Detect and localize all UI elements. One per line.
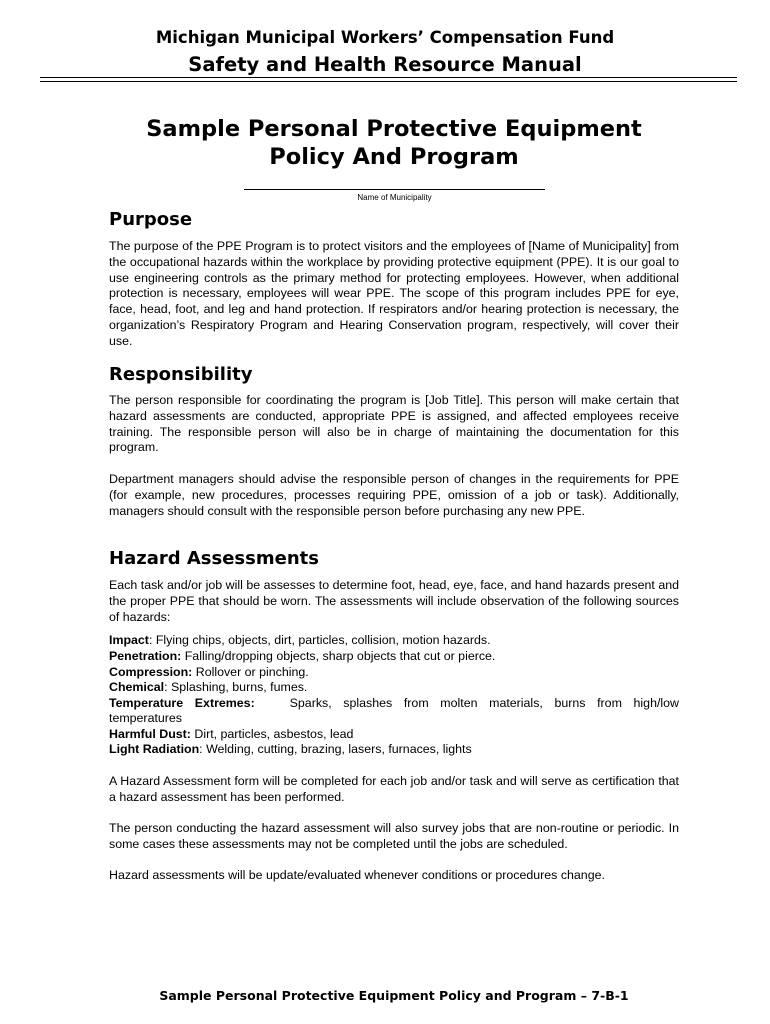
title-line-1: Sample Personal Protective Equipment (146, 116, 642, 142)
hazard-separator: : (148, 633, 153, 647)
hazard-description: Sparks, splashes from molten materials, burns from high/low (289, 696, 679, 710)
hazard-description: temperatures (109, 711, 183, 725)
hazard-source-temperature (109, 696, 679, 712)
organization-header: Michigan Municipal Workers’ Compensation Fund (155, 28, 615, 47)
municipality-signature-line (244, 189, 545, 190)
hazard-label: Chemical (109, 680, 165, 694)
hazard-label: Temperature Extremes: (109, 696, 255, 710)
hazard-source-compression (109, 665, 679, 681)
hazard-heading: Hazard Assessments (109, 548, 319, 569)
page-footer: Sample Personal Protective Equipment Policy and Program – 7-B-1 (159, 988, 629, 1003)
hazard-source-radiation (109, 742, 679, 758)
hazard-label: Compression: (109, 665, 193, 679)
hazard-source-penetration (109, 649, 679, 665)
header-rule-thin (40, 81, 737, 82)
hazard-source-impact (109, 633, 679, 649)
hazard-description: Welding, cutting, brazing, lasers, furnaces, lights (202, 742, 472, 756)
hazard-update-paragraph: Hazard assessments will be update/evaluated whenever conditions or procedures change. (109, 868, 605, 882)
hazard-separator: : (164, 680, 168, 694)
hazard-description: Flying chips, objects, dirt, particles, collision, motion hazards. (152, 633, 491, 647)
responsibility-paragraph-2: Department managers should advise the responsible person of changes in the requirements for PPE (for example, new procedures, processes requiring PPE, omission of a job or task). Additionally, managers should consult with the responsible person before purchasing any new PPE. (109, 472, 679, 518)
responsibility-paragraph-1: The person responsible for coordinating the program is [Job Title]. This person will make certain that hazard assessments are conducted, appropriate PPE is assigned, and affected employees receive training. The responsible person will also be in charge of maintaining the documentation for this program. (109, 393, 679, 455)
hazard-description: Rollover or pinching. (192, 665, 309, 679)
hazard-description: Dirt, particles, asbestos, lead (190, 727, 354, 741)
header-rule-thick (40, 77, 737, 78)
hazard-label: Light Radiation (109, 742, 200, 756)
hazard-description: Splashing, burns, fumes. (167, 680, 308, 694)
hazard-label: Harmful Dust: (109, 727, 191, 741)
title-line-2: Policy And Program (269, 144, 519, 170)
hazard-form-paragraph: A Hazard Assessment form will be completed for each job and/or task and will serve as certification that a hazard assessment has been performed. (109, 774, 679, 804)
hazard-separator: : (199, 742, 203, 756)
hazard-label: Impact (109, 633, 149, 647)
hazard-description: Falling/dropping objects, sharp objects that cut or pierce. (181, 649, 496, 663)
purpose-heading: Purpose (109, 209, 193, 230)
hazard-source-temperature-cont (109, 711, 679, 727)
manual-title: Safety and Health Resource Manual (188, 53, 582, 76)
municipality-label: Name of Municipality (357, 193, 432, 202)
hazard-source-chemical (109, 680, 679, 696)
responsibility-heading: Responsibility (109, 364, 253, 385)
hazard-intro-paragraph: Each task and/or job will be assesses to determine foot, head, eye, face, and hand hazards present and the proper PPE that should be worn. The assessments will include observation of the following sources of hazards: (109, 578, 679, 624)
hazard-source-dust (109, 727, 679, 743)
hazard-survey-paragraph: The person conducting the hazard assessment will also survey jobs that are non-routine or periodic. In some cases these assessments may not be completed until the jobs are scheduled. (109, 821, 679, 851)
purpose-paragraph: The purpose of the PPE Program is to protect visitors and the employees of [Name of Municipality] from the occupational hazards within the workplace by providing protective equipment (PPE). It is our goal to use engineering controls as the primary method for protecting employees. However, when additional protection is necessary, employees will wear PPE. The scope of this program includes PPE for eye, face, head, foot, and leg and hand protection. If respirators and/or hearing protection is necessary, the organization’s Respiratory Program and Hearing Conservation program, respectively, will cover their use. (109, 239, 679, 348)
hazard-label: Penetration: (109, 649, 182, 663)
document-title (0, 115, 770, 171)
